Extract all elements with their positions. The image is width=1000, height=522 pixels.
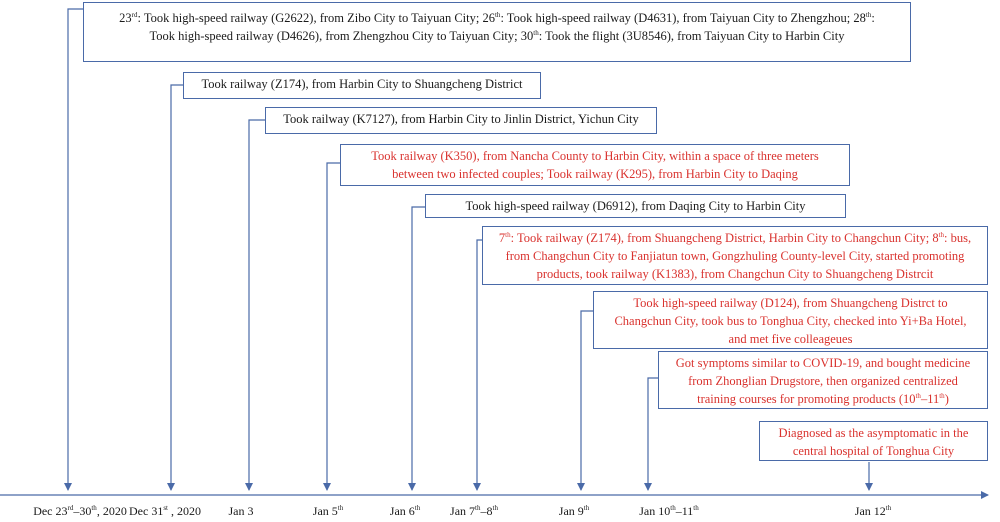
event-line xyxy=(600,312,981,330)
event-line-text: Took railway (Z174), from Harbin City to Shuangcheng District xyxy=(201,77,523,91)
event-line-sup: th xyxy=(505,230,511,239)
event-line-sup: th xyxy=(494,10,501,19)
event-line xyxy=(665,354,981,372)
timeline-label-sup: th xyxy=(492,504,498,512)
event-line-text: Changchun City, took bus to Tonghua City, checked into Yi+Ba Hotel, xyxy=(614,314,967,328)
timeline-label-text: Dec 31 xyxy=(129,504,164,518)
timeline-label-text: Jan 5 xyxy=(312,504,338,518)
event-line xyxy=(766,424,981,442)
timeline-label-dec23-30 xyxy=(33,504,127,519)
event-line-text: Diagnosed as the asymptomatic in the xyxy=(778,426,969,440)
timeline-label-jan7-8 xyxy=(450,504,498,519)
timeline-label-dec31 xyxy=(129,504,201,519)
timeline-label-sup: th xyxy=(475,504,481,512)
event-box-jan3 xyxy=(265,107,657,134)
event-line-text: : bus, xyxy=(944,231,972,245)
event-line-text: : xyxy=(871,11,875,25)
event-line-text: : Took railway (Z174), from Shuangcheng District, Harbin City to Changchun City; 8 xyxy=(510,231,939,245)
timeline-label-text: , 2020 xyxy=(96,504,127,518)
timeline-label-text: Jan 7 xyxy=(450,504,476,518)
timeline-label-text: Jan 6 xyxy=(389,504,415,518)
timeline-label-sup: st xyxy=(163,504,168,512)
timeline-label-sup: th xyxy=(91,504,97,512)
event-line xyxy=(347,165,843,183)
event-line xyxy=(600,330,981,348)
event-line-text: from Changchun City to Fanjiatun town, Gongzhuling County-level City, started promoting xyxy=(505,249,965,263)
event-line-text: central hospital of Tonghua City xyxy=(792,444,955,458)
event-line-sup: th xyxy=(533,28,539,37)
event-line-text: Took high-speed railway (D124), from Shuangcheng Distrct to xyxy=(633,296,948,310)
timeline-label-text: Jan 3 xyxy=(228,504,254,518)
connector-e8 xyxy=(648,378,658,490)
event-line-text: from Zhonglian Drugstore, then organized centralized xyxy=(688,374,958,388)
event-line-sup: rd xyxy=(131,10,138,19)
event-box-jan7-8 xyxy=(482,226,988,285)
timeline-label-text: Jan 10 xyxy=(639,504,671,518)
timeline-label-text: Dec 23 xyxy=(33,504,68,518)
event-box-jan5 xyxy=(340,144,850,186)
timeline-label-sup: th xyxy=(414,504,421,512)
event-line xyxy=(489,247,981,265)
timeline-label-text: –11 xyxy=(675,504,694,518)
event-line xyxy=(665,372,981,390)
connector-e2 xyxy=(171,85,183,490)
event-line-text: between two infected couples; Took railway (K295), from Harbin City to Daqing xyxy=(392,167,798,181)
timeline-label-text: –30 xyxy=(73,504,92,518)
timeline-label-text: , 2020 xyxy=(168,504,201,518)
event-box-jan10-11 xyxy=(658,351,988,409)
timeline-label-jan5 xyxy=(313,504,343,519)
event-line-sup: th xyxy=(915,391,921,400)
event-line-text: Got symptoms similar to COVID-19, and bought medicine xyxy=(675,356,971,370)
event-line xyxy=(600,294,981,312)
connector-e4 xyxy=(327,163,340,490)
event-line-text: products, took railway (K1383), from Changchun City to Shuangcheng Distrcit xyxy=(536,267,934,281)
event-line-sup: th xyxy=(939,391,945,400)
timeline-label-sup: th xyxy=(885,504,892,512)
event-line-text: Took high-speed railway (D4626), from Zhengzhou City to Taiyuan City; 30 xyxy=(149,29,534,43)
event-line xyxy=(90,9,904,27)
event-box-dec23-30 xyxy=(83,2,911,62)
event-line-text: –11 xyxy=(920,392,940,406)
event-box-dec31 xyxy=(183,72,541,99)
event-line-sup: th xyxy=(938,230,945,239)
event-line xyxy=(272,110,650,128)
event-line xyxy=(432,197,839,215)
event-line xyxy=(90,27,904,45)
event-line-text: : Took high-speed railway (D4631), from Taiyuan City to Zhengzhou; 28 xyxy=(500,11,866,25)
timeline-label-jan12 xyxy=(855,504,891,519)
event-box-jan12 xyxy=(759,421,988,461)
event-line xyxy=(489,265,981,283)
connector-e1 xyxy=(68,9,83,490)
timeline-label-sup: rd xyxy=(67,504,74,512)
event-line-text: Took high-speed railway (D6912), from Daqing City to Harbin City xyxy=(465,199,806,213)
connector-e7 xyxy=(581,311,593,490)
event-line-sup: th xyxy=(865,10,872,19)
event-line-text: and met five colleageues xyxy=(728,332,853,346)
event-line xyxy=(766,442,981,460)
event-line-text: : Took high-speed railway (G2622), from Zibo City to Taiyuan City; 26 xyxy=(137,11,495,25)
timeline-label-text: Jan 12 xyxy=(854,504,886,518)
event-line-text: training courses for promoting products (10 xyxy=(697,392,916,406)
timeline-label-text: Jan 9 xyxy=(558,504,584,518)
timeline-label-text: –8 xyxy=(480,504,493,518)
event-box-jan6 xyxy=(425,194,846,218)
timeline-label-jan3 xyxy=(229,504,254,519)
event-line-text: Took railway (K350), from Nancha County to Harbin City, within a space of three meters xyxy=(371,149,819,163)
timeline-label-sup: th xyxy=(337,504,344,512)
event-line xyxy=(347,147,843,165)
event-line xyxy=(190,75,534,93)
event-box-jan9 xyxy=(593,291,988,349)
timeline-label-jan9 xyxy=(559,504,589,519)
timeline-label-jan6 xyxy=(390,504,420,519)
timeline-label-sup: th xyxy=(670,504,676,512)
event-line-text: ) xyxy=(944,392,949,406)
event-line-text: : Took the flight (3U8546), from Taiyuan City to Harbin City xyxy=(538,29,845,43)
connector-e5 xyxy=(412,207,425,490)
event-line-text: Took railway (K7127), from Harbin City to Jinlin District, Yichun City xyxy=(283,112,639,126)
event-line xyxy=(489,229,981,247)
event-line-text: 23 xyxy=(119,11,132,25)
event-line xyxy=(665,390,981,408)
timeline-label-jan10-11 xyxy=(639,504,698,519)
timeline-label-sup: th xyxy=(583,504,590,512)
connector-e3 xyxy=(249,120,265,490)
timeline-label-sup: th xyxy=(693,504,699,512)
event-line-text: 7 xyxy=(498,231,506,245)
